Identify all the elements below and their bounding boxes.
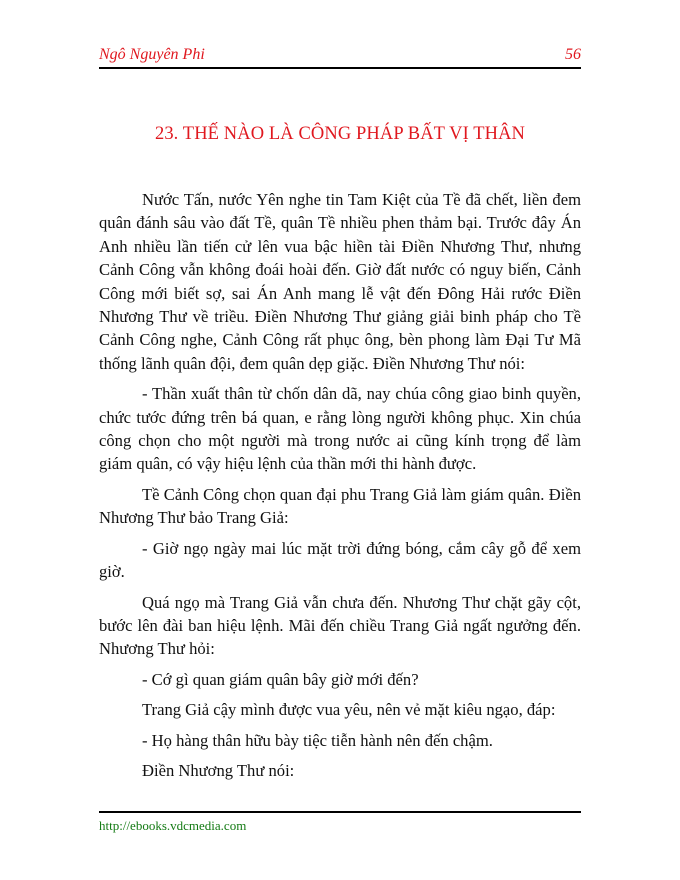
- paragraph: Nước Tấn, nước Yên nghe tin Tam Kiệt của Tề đã chết, liền đem quân đánh sâu vào đất Tề, quân Tề nhiều phen thảm bại. Trước đây Án Anh nhiều lần tiến cử lên vua bậc hiền tài Điền Nhương Thư, nhưng Cảnh Công vẫn không đoái hoài đến. Giờ đất nước có nguy biến, Cảnh Công mới biết sợ, sai Án Anh mang lễ vật đến Đông Hải rước Điền Nhương Thư về triều. Điền Nhương Thư giảng giải binh pháp cho Tề Cảnh Công nghe, Cảnh Công rất phục ông, bèn phong làm Đại Tư Mã thống lãnh quân đội, đem quân dẹp giặc. Điền Nhương Thư nói:: [99, 190, 581, 373]
- header-divider: [99, 67, 581, 69]
- paragraph: - Giờ ngọ ngày mai lúc mặt trời đứng bóng, cắm cây gỗ để xem giờ.: [99, 538, 581, 582]
- paragraph: Tề Cảnh Công chọn quan đại phu Trang Giả làm giám quân. Điền Nhương Thư bảo Trang Giả:: [99, 484, 581, 528]
- page-number: 56: [565, 46, 581, 63]
- page-header: [99, 46, 581, 66]
- paragraph: - Họ hàng thân hữu bày tiệc tiễn hành nên đến chậm.: [142, 730, 493, 750]
- paragraph: Quá ngọ mà Trang Giả vẫn chưa đến. Nhương Thư chặt gãy cột, bước lên đài ban hiệu lệnh. Mãi đến chiều Trang Giả ngất ngưởng đến. Nhương Thư hỏi:: [99, 592, 581, 659]
- footer-url-link[interactable]: http://ebooks.vdcmedia.com: [99, 818, 247, 833]
- header-author: Ngô Nguyên Phi: [99, 46, 205, 63]
- paragraph: - Thần xuất thân từ chốn dân dã, nay chúa công giao binh quyền, chức tước đứng trên bá quan, e rằng lòng người không phục. Xin chúa công chọn cho một người mà trong nước ai cũng kính trọng để làm giám quân, có vậy hiệu lệnh của thần mới thi hành được.: [99, 384, 581, 474]
- footer-divider: [99, 811, 581, 813]
- chapter-title: 23. THẾ NÀO LÀ CÔNG PHÁP BẤT VỊ THÂN: [154, 124, 526, 144]
- paragraph: Trang Giả cậy mình được vua yêu, nên vẻ mặt kiêu ngạo, đáp:: [142, 700, 556, 720]
- paragraph: Điền Nhương Thư nói:: [142, 760, 295, 780]
- body-text: [99, 188, 581, 789]
- paragraph: - Cớ gì quan giám quân bây giờ mới đến?: [142, 669, 419, 689]
